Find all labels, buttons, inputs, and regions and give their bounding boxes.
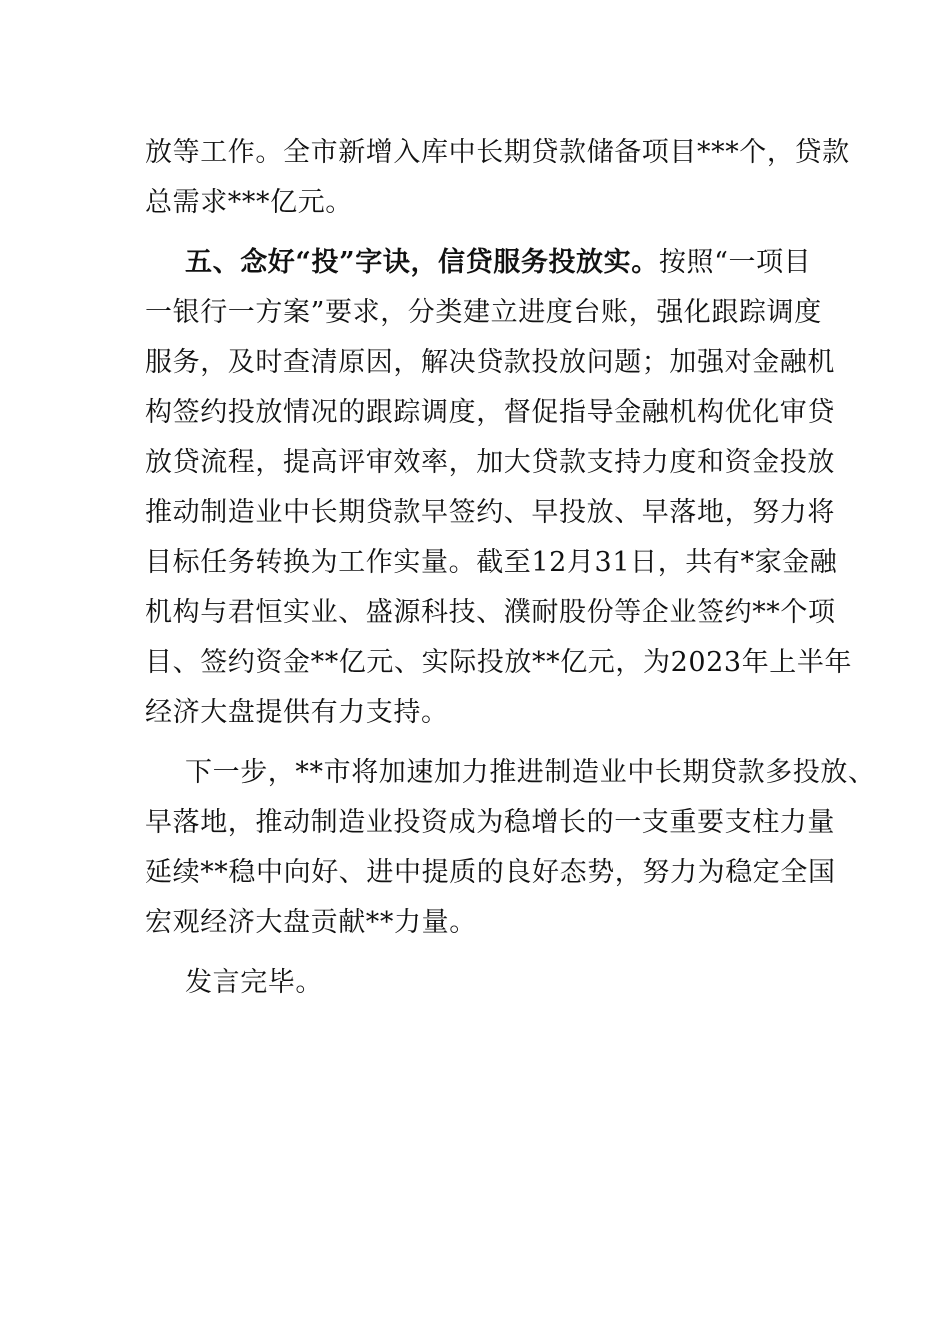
paragraph-continuation <box>145 128 850 228</box>
text-line: 下一步，**市将加速加力推进制造业中长期贷款多投放、 <box>185 757 876 788</box>
text-line: 延续**稳中向好、进中提质的良好态势，努力为稳定全国 <box>145 857 836 888</box>
text-line: 放等工作。全市新增入库中长期贷款储备项目***个，贷款 <box>145 137 850 168</box>
text-line: 放贷流程，提高评审效率，加大贷款支持力度和资金投放 <box>145 447 835 478</box>
paragraph-next-steps <box>145 748 876 948</box>
paragraph-closing <box>145 958 810 1008</box>
text-line <box>145 238 810 288</box>
section-heading: 五、念好“投”字诀，信贷服务投放实。 <box>185 247 659 278</box>
text-line: 宏观经济大盘贡献**力量。 <box>145 907 477 938</box>
text-line: 构签约投放情况的跟踪调度，督促指导金融机构优化审贷 <box>145 397 835 428</box>
text-line: 发言完毕。 <box>185 967 323 998</box>
text-line: 推动制造业中长期贷款早签约、早投放、早落地，努力将 <box>145 497 835 528</box>
document-body <box>145 128 876 1008</box>
text-line: 服务，及时查清原因，解决贷款投放问题；加强对金融机 <box>145 347 835 378</box>
paragraph-section-five <box>145 238 853 738</box>
text-line: 机构与君恒实业、盛源科技、濮耐股份等企业签约**个项 <box>145 597 836 628</box>
text-line: 早落地，推动制造业投资成为稳增长的一支重要支柱力量 <box>145 807 835 838</box>
text-line: 目标任务转换为工作实量。截至12月31日，共有*家金融 <box>145 547 838 578</box>
text-line: 目、签约资金**亿元、实际投放**亿元，为2023年上半年 <box>145 647 853 678</box>
text-fragment: 按照“一项目 <box>658 247 812 278</box>
text-line: 一银行一方案”要求，分类建立进度台账，强化跟踪调度 <box>145 297 822 328</box>
text-line: 经济大盘提供有力支持。 <box>145 697 449 728</box>
text-line: 总需求***亿元。 <box>145 187 353 218</box>
